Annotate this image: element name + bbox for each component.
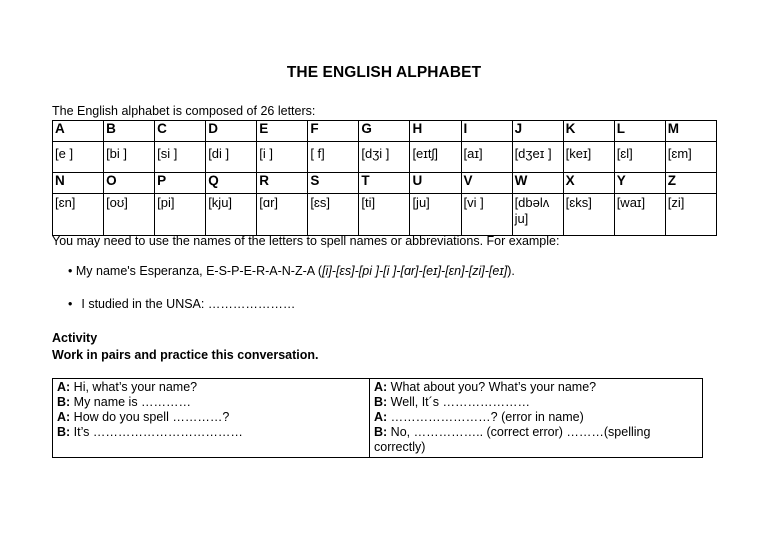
letter-cell: N <box>53 173 104 194</box>
phonetic-cell: [bi ] <box>104 142 155 173</box>
page-title: THE ENGLISH ALPHABET <box>286 64 482 81</box>
letter-cell: K <box>563 121 614 142</box>
letter-cell: G <box>359 121 410 142</box>
letter-cell: B <box>104 121 155 142</box>
letter-cell: Y <box>614 173 665 194</box>
alphabet-row-letters-2 <box>53 173 717 194</box>
letter-cell: H <box>410 121 461 142</box>
phonetic-cell: [eɪtʃ] <box>410 142 461 173</box>
letter-cell: W <box>512 173 563 194</box>
phonetic-cell: [vi ] <box>461 194 512 236</box>
phonetic-cell: [oʊ] <box>104 194 155 236</box>
phonetic-cell: [keɪ] <box>563 142 614 173</box>
letter-cell: V <box>461 173 512 194</box>
phonetic-cell: [dbəlʌ ju] <box>512 194 563 236</box>
phonetic-cell: [aɪ] <box>461 142 512 173</box>
dialogue-line: B: My name is ………… <box>57 395 192 409</box>
phonetic-cell: [ɛl] <box>614 142 665 173</box>
alphabet-table <box>52 120 717 236</box>
phonetic-cell: [ɛn] <box>53 194 104 236</box>
example-phonetic: [i]-[ɛs]-[pi ]-[i ]-[ɑr]-[eɪ]-[ɛn]-[zi]-[eɪ] <box>322 264 508 278</box>
dialogue-line: A: How do you spell …………? <box>57 410 230 424</box>
example-prefix: My name's Esperanza, E-S-P-E-R-A-N-Z-A ( <box>75 264 323 278</box>
intro-text: The English alphabet is composed of 26 letters: <box>52 104 316 118</box>
alphabet-row-phonetics-2 <box>53 194 717 236</box>
phonetic-cell: [kju] <box>206 194 257 236</box>
conversation-right-cell <box>370 379 703 458</box>
phonetic-cell: [ti] <box>359 194 410 236</box>
letter-cell: T <box>359 173 410 194</box>
phonetic-cell: [ɛks] <box>563 194 614 236</box>
phonetic-cell: [pi] <box>155 194 206 236</box>
dialogue-line: A: What about you? What’s your name? <box>374 380 597 394</box>
letter-cell: S <box>308 173 359 194</box>
example-unsa <box>68 297 295 311</box>
dialogue-line: B: No, …………….. (correct error) ………(spelling correctly) <box>374 425 651 454</box>
phonetic-cell: [di ] <box>206 142 257 173</box>
letter-cell: F <box>308 121 359 142</box>
phonetic-cell: [i ] <box>257 142 308 173</box>
phonetic-cell: [waɪ] <box>614 194 665 236</box>
letter-cell: A <box>53 121 104 142</box>
example-suffix: ). <box>507 264 515 278</box>
letter-cell: C <box>155 121 206 142</box>
activity-instruction: Work in pairs and practice this conversation. <box>52 348 319 362</box>
phonetic-cell: [ɛs] <box>308 194 359 236</box>
conversation-table <box>52 378 703 458</box>
letter-cell: R <box>257 173 308 194</box>
dialogue-line: B: Well, It´s ………………… <box>374 395 531 409</box>
phonetic-cell: [ɛm] <box>665 142 716 173</box>
letter-cell: U <box>410 173 461 194</box>
letter-cell: E <box>257 121 308 142</box>
phonetic-cell: [ju] <box>410 194 461 236</box>
letter-cell: L <box>614 121 665 142</box>
phonetic-cell: [dʒi ] <box>359 142 410 173</box>
dialogue-line: A: ……………………? (error in name) <box>374 410 584 424</box>
phonetic-cell: [ɑr] <box>257 194 308 236</box>
spelling-note: You may need to use the names of the letters to spell names or abbreviations. For example: <box>52 234 560 248</box>
alphabet-row-letters-1 <box>53 121 717 142</box>
activity-heading: Activity <box>52 331 98 345</box>
letter-cell: D <box>206 121 257 142</box>
letter-cell: J <box>512 121 563 142</box>
phonetic-cell: [e ] <box>53 142 104 173</box>
conversation-left-cell <box>53 379 370 458</box>
letter-cell: P <box>155 173 206 194</box>
example-unsa-text: I studied in the UNSA: ………………… <box>81 297 296 311</box>
dialogue-line: B: It’s ……………………………… <box>57 425 243 439</box>
phonetic-cell: [dʒeɪ ] <box>512 142 563 173</box>
letter-cell: Z <box>665 173 716 194</box>
phonetic-cell: [si ] <box>155 142 206 173</box>
phonetic-cell: [ f] <box>308 142 359 173</box>
dialogue-line: A: Hi, what’s your name? <box>57 380 198 394</box>
letter-cell: Q <box>206 173 257 194</box>
example-esperanza <box>68 264 515 278</box>
phonetic-cell: [zi] <box>665 194 716 236</box>
letter-cell: M <box>665 121 716 142</box>
bullet-icon: • <box>68 297 73 311</box>
bullet-icon: • <box>68 264 73 278</box>
alphabet-row-phonetics-1 <box>53 142 717 173</box>
letter-cell: O <box>104 173 155 194</box>
letter-cell: X <box>563 173 614 194</box>
letter-cell: I <box>461 121 512 142</box>
